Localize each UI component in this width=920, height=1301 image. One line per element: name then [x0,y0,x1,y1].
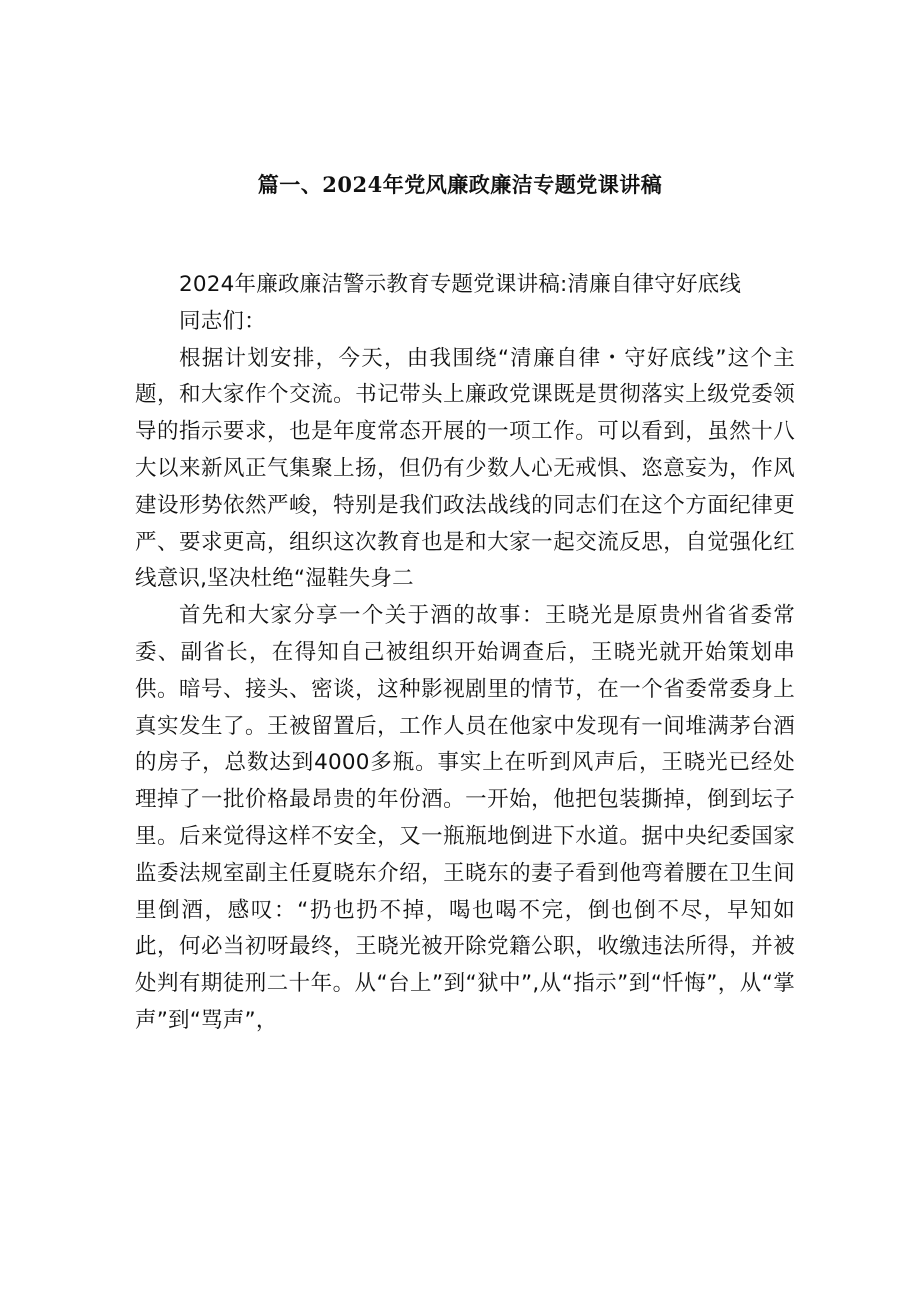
body-paragraph-intro: 根据计划安排，今天，由我围绕“清廉自律・守好底线”这个主题，和大家作个交流。书记带头上廉政党课既是贯彻落实上级党委领导的指示要求，也是年度常态开展的一项工作。可以看到，虽然十八大以来新风正气集聚上扬，但仍有少数人心无戒惧、恣意妄为，作风建设形势依然严峻，特别是我们政法战线的同志们在这个方面纪律更严、要求更高，组织这次教育也是和大家一起交流反思，自觉强化红线意识,坚决杜绝“湿鞋失身二 [135,345,795,592]
salutation: 同志们： [179,308,266,334]
document-title: 篇一、2024年党风廉政廉洁专题党课讲稿 [257,172,663,197]
body-paragraph-story: 首先和大家分享一个关于酒的故事：王晓光是原贵州省省委常委、副省长，在得知自己被组织开始调查后，王晓光就开始策划串供。暗号、接头、密谈，这种影视剧里的情节，在一个省委常委身上真实发生了。王被留置后，工作人员在他家中发现有一间堆满茅台酒的房子，总数达到4000多瓶。事实上在听到风声后，王晓光已经处理掉了一批价格最昂贵的年份酒。一开始，他把包装撕掉，倒到坛子里。后来觉得这样不安全，又一瓶瓶地倒进下水道。据中央纪委国家监委法规室副主任夏晓东介绍，王晓东的妻子看到他弯着腰在卫生间里倒酒，感叹：“扔也扔不掉，喝也喝不完，倒也倒不尽，早知如此，何必当初呀最终，王晓光被开除党籍公职，收缴违法所得，并被处判有期徒刑二十年。从“台上”到“狱中”,从“指示”到“忏悔”，从“掌声”到“骂声”， [135,603,795,1033]
document-body [135,267,795,1040]
lecture-subtitle: 2024年廉政廉洁警示教育专题党课讲稿:清廉自律守好底线 [179,272,742,297]
